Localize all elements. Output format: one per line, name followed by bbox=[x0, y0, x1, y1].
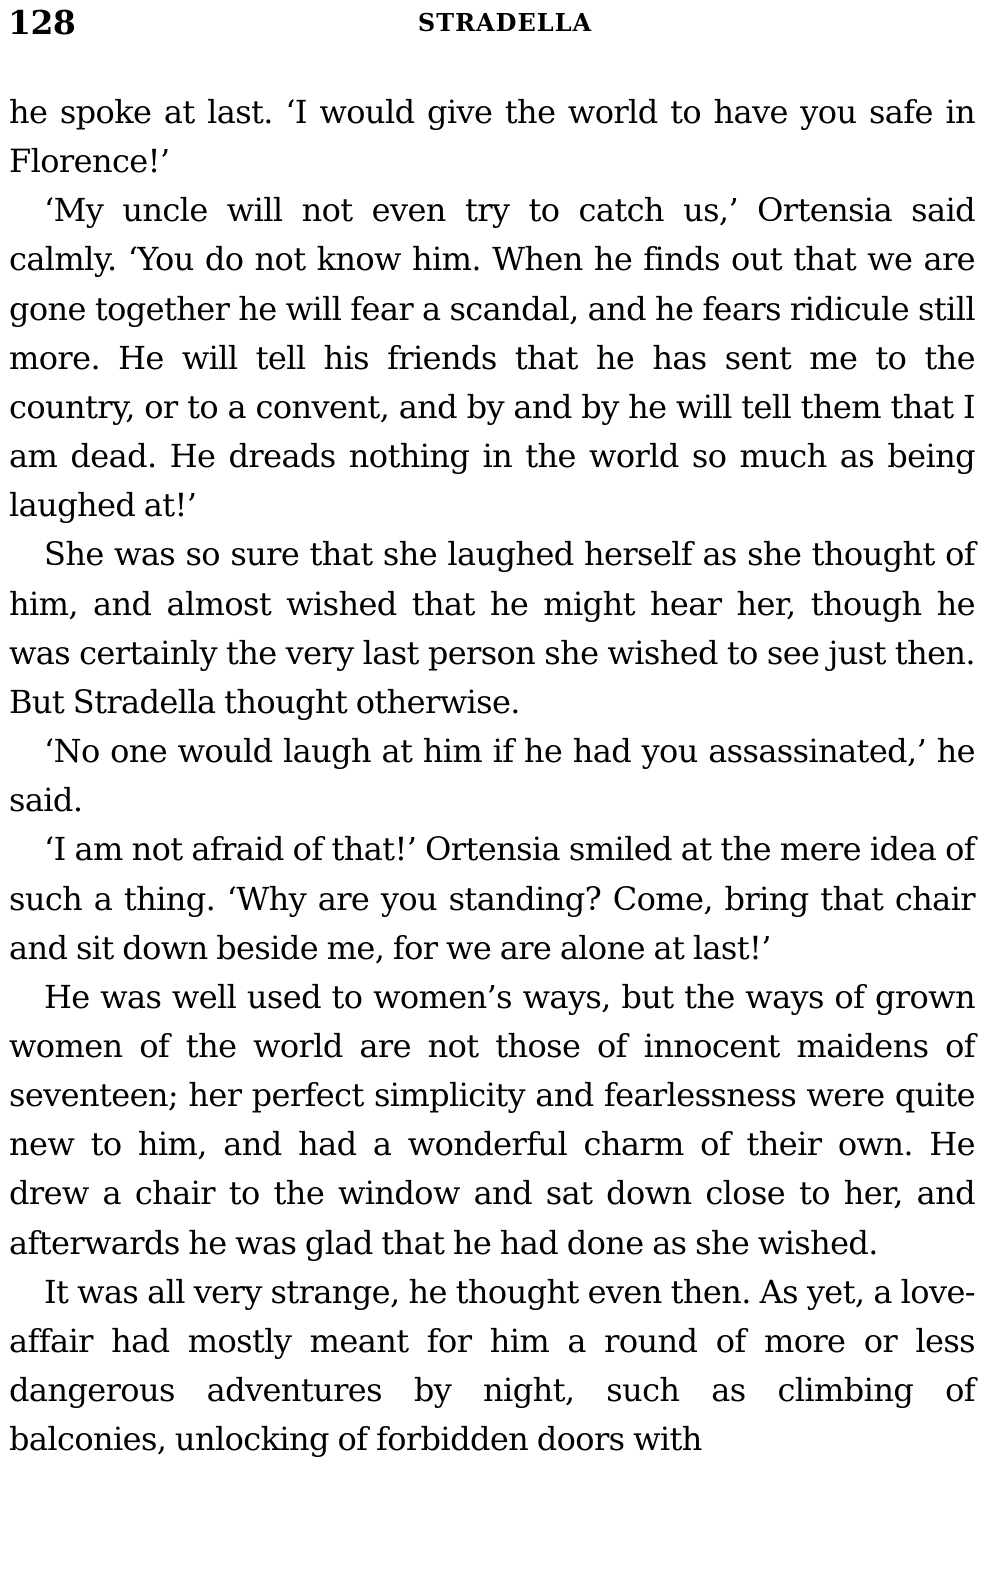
running-title: STRADELLA bbox=[417, 8, 593, 37]
paragraph-3: She was so sure that she laughed herself as she thought of him, and almost wished that he might hear her, though he was certainly the very last person she wished to see just then. But Stradella thought otherwise. bbox=[9, 535, 975, 721]
paragraph-6: He was well used to women’s ways, but the ways of grown women of the world are not those of innocent maidens of seventeen; her perfect simplicity and fearlessness were quite new to him, and had a wonderful charm of their own. He drew a chair to the window and sat down close to her, and afterwards he was glad that he had done as she wished. bbox=[9, 977, 975, 1262]
page-number: 128 bbox=[8, 3, 76, 42]
paragraph-4: ‘No one would laugh at him if he had you assassinated,’ he said. bbox=[9, 732, 975, 820]
paragraph-2: ‘My uncle will not even try to catch us,’ Ortensia said calmly. ‘You do not know him. When he finds out that we are gone together he will fear a scandal, and he fears ridicule still more. He will tell his friends that he has sent me to the country, or to a convent, and by and by he will tell them that I am dead. He dreads nothing in the world so much as being laughed at!’ bbox=[9, 191, 975, 525]
paragraph-7: It was all very strange, he thought even then. As yet, a love-affair had mostly meant for him a round of more or less dangerous adventures by night, such as climbing of balconies, unlocking of forbidden doors with bbox=[9, 1272, 975, 1459]
paragraph-1: he spoke at last. ‘I would give the world to have you safe in Florence!’ bbox=[9, 93, 975, 181]
body-text bbox=[9, 88, 975, 1464]
page-header bbox=[0, 0, 1000, 58]
paragraph-5: ‘I am not afraid of that!’ Ortensia smiled at the mere idea of such a thing. ‘Why are you standing? Come, bring that chair and sit down beside me, for we are alone at last!’ bbox=[9, 830, 975, 967]
